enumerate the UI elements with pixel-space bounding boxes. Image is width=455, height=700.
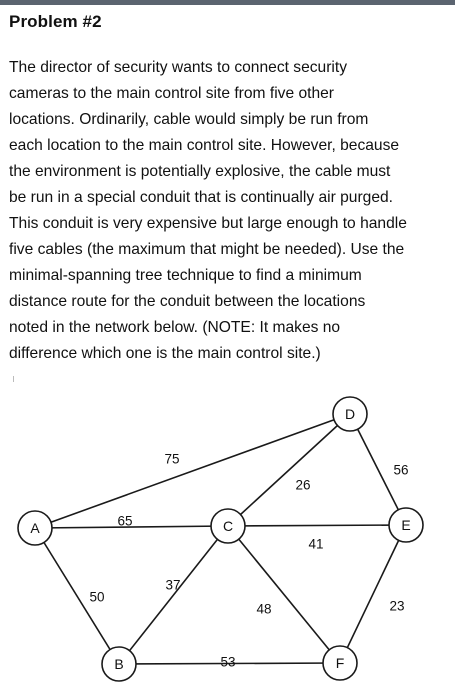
edge-weight-a-c: 65 bbox=[117, 513, 133, 529]
node-label-d: D bbox=[344, 406, 356, 422]
node-c bbox=[211, 509, 245, 543]
edge-a-d bbox=[35, 414, 350, 528]
top-border-bar bbox=[0, 0, 455, 5]
problem-statement: The director of security wants to connect security cameras to the main control site from five other locations. Ordinarily, cable would simply be run from each location to the main control site. However, because the environment is potentially explosive, the cable must be run in a special conduit that is continually air purged. This conduit is very expensive but large enough to handle five cables (the maximum that might be needed). Use the minimal-spanning tree technique to find a minimum distance route for the conduit between the locations noted in the network below. (NOTE: It makes no difference which one is the main control site.) bbox=[9, 59, 407, 362]
edge-weight-d-e: 56 bbox=[393, 462, 409, 478]
node-b bbox=[102, 647, 136, 681]
edge-weight-e-f: 23 bbox=[389, 598, 405, 614]
edge-c-e bbox=[228, 525, 406, 526]
node-label-a: A bbox=[30, 520, 40, 536]
node-e bbox=[389, 508, 423, 542]
node-label-c: C bbox=[222, 518, 234, 534]
node-d bbox=[333, 397, 367, 431]
edge-weight-a-b: 50 bbox=[89, 589, 105, 605]
stray-mark bbox=[13, 376, 14, 382]
edge-weight-a-d: 75 bbox=[164, 451, 180, 467]
edge-e-f bbox=[340, 525, 406, 663]
node-label-b: B bbox=[114, 656, 124, 672]
page-title: Problem #2 bbox=[9, 12, 102, 31]
network-diagram bbox=[0, 390, 455, 695]
node-label-e: E bbox=[401, 517, 411, 533]
node-label-f: F bbox=[335, 655, 345, 671]
node-f bbox=[323, 646, 357, 680]
node-a bbox=[18, 511, 52, 545]
edge-a-b bbox=[35, 528, 119, 664]
edge-b-c bbox=[119, 526, 228, 664]
edge-weight-b-f: 53 bbox=[220, 654, 236, 670]
edge-weight-c-d: 26 bbox=[295, 477, 311, 493]
edge-c-d bbox=[228, 414, 350, 526]
edge-weight-b-c: 37 bbox=[165, 577, 181, 593]
edge-weight-c-f: 48 bbox=[256, 601, 272, 617]
edge-weight-c-e: 41 bbox=[308, 536, 324, 552]
